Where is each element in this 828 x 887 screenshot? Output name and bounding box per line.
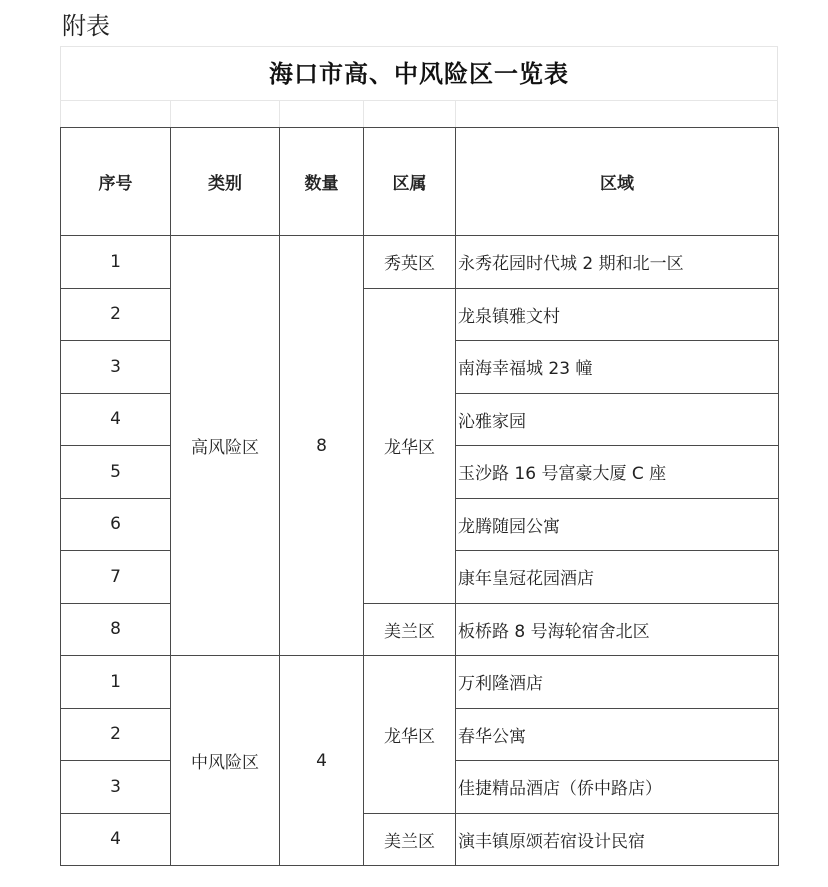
row-index: 6 [61,498,171,551]
district-cell: 龙华区 [364,288,456,603]
row-index: 5 [61,446,171,499]
area-cell: 佳捷精品酒店（侨中路店） [456,761,779,814]
district-cell: 美兰区 [364,603,456,656]
area-cell: 沁雅家园 [456,393,779,446]
grid-line [60,46,778,47]
table-row [61,656,779,709]
row-index: 1 [61,236,171,289]
count-cell: 4 [280,656,364,866]
table-row [61,603,779,656]
row-index: 7 [61,551,171,604]
row-index: 2 [61,288,171,341]
area-cell: 玉沙路 16 号富豪大厦 C 座 [456,446,779,499]
area-cell: 龙腾随园公寓 [456,498,779,551]
header-category: 类别 [171,128,280,236]
district-cell: 美兰区 [364,813,456,866]
area-cell: 南海幸福城 23 幢 [456,341,779,394]
row-index: 4 [61,813,171,866]
area-cell: 春华公寓 [456,708,779,761]
grid-line [455,100,456,127]
header-row [61,128,779,236]
grid-line [279,100,280,127]
header-count: 数量 [280,128,364,236]
grid-line [170,100,171,127]
row-index: 1 [61,656,171,709]
row-index: 3 [61,761,171,814]
count-cell: 8 [280,236,364,656]
table-row [61,288,779,341]
table-row [61,813,779,866]
category-cell: 高风险区 [171,236,280,656]
grid-line [363,100,364,127]
row-index: 2 [61,708,171,761]
header-district: 区属 [364,128,456,236]
row-index: 4 [61,393,171,446]
area-cell: 康年皇冠花园酒店 [456,551,779,604]
area-cell: 板桥路 8 号海轮宿舍北区 [456,603,779,656]
caption: 附表 [62,12,110,40]
area-cell: 龙泉镇雅文村 [456,288,779,341]
grid-line [60,100,778,101]
row-index: 8 [61,603,171,656]
page-title: 海口市高、中风险区一览表 [269,60,569,88]
district-cell: 龙华区 [364,656,456,814]
row-index: 3 [61,341,171,394]
area-cell: 演丰镇原颂若宿设计民宿 [456,813,779,866]
header-area: 区域 [456,128,779,236]
header-index: 序号 [61,128,171,236]
category-cell: 中风险区 [171,656,280,866]
risk-area-table [60,127,779,866]
table-row [61,236,779,289]
area-cell: 万利隆酒店 [456,656,779,709]
area-cell: 永秀花园时代城 2 期和北一区 [456,236,779,289]
district-cell: 秀英区 [364,236,456,289]
